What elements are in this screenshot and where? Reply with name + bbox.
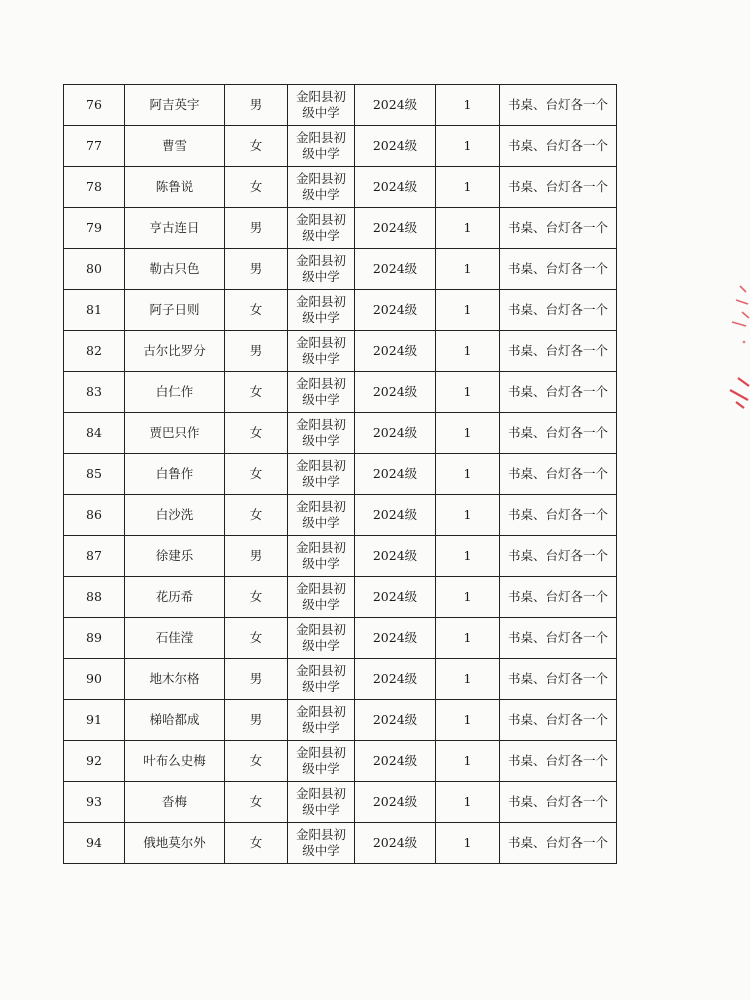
item-quantity: 1 [436, 823, 500, 864]
item-quantity: 1 [436, 700, 500, 741]
grade-year: 2024级 [355, 741, 436, 782]
row-number: 83 [64, 372, 125, 413]
recipient-table-body [64, 85, 617, 864]
school-name [288, 249, 355, 290]
table-row [64, 167, 617, 208]
table-row [64, 577, 617, 618]
student-gender: 女 [225, 167, 288, 208]
row-number: 88 [64, 577, 125, 618]
item-quantity: 1 [436, 126, 500, 167]
grade-year: 2024级 [355, 413, 436, 454]
student-name: 俄地莫尔外 [125, 823, 225, 864]
school-name-line-1: 金阳县初 [295, 622, 346, 637]
table-row [64, 823, 617, 864]
item-quantity: 1 [436, 618, 500, 659]
row-number: 81 [64, 290, 125, 331]
school-name [288, 372, 355, 413]
school-name-line-1: 金阳县初 [295, 171, 346, 186]
table-row [64, 495, 617, 536]
grade-year: 2024级 [355, 454, 436, 495]
table-row [64, 208, 617, 249]
school-name-line-1: 金阳县初 [295, 786, 346, 801]
student-name: 叶布么史梅 [125, 741, 225, 782]
item-quantity: 1 [436, 782, 500, 823]
school-name-line-2: 级中学 [302, 392, 340, 407]
red-seal-fragment [722, 282, 750, 412]
row-number: 91 [64, 700, 125, 741]
table-row [64, 372, 617, 413]
school-name-line-1: 金阳县初 [295, 212, 346, 227]
student-name: 古尔比罗分 [125, 331, 225, 372]
student-name: 阿吉英宇 [125, 85, 225, 126]
donated-items: 书桌、台灯各一个 [500, 618, 617, 659]
student-name: 陈鲁说 [125, 167, 225, 208]
school-name-line-2: 级中学 [302, 597, 340, 612]
row-number: 79 [64, 208, 125, 249]
student-gender: 男 [225, 85, 288, 126]
school-name [288, 536, 355, 577]
school-name-line-1: 金阳县初 [295, 704, 346, 719]
school-name-line-1: 金阳县初 [295, 827, 346, 842]
school-name-line-2: 级中学 [302, 433, 340, 448]
school-name [288, 167, 355, 208]
school-name-line-2: 级中学 [302, 269, 340, 284]
school-name [288, 823, 355, 864]
school-name-line-2: 级中学 [302, 228, 340, 243]
school-name [288, 700, 355, 741]
table-row [64, 741, 617, 782]
student-gender: 女 [225, 782, 288, 823]
item-quantity: 1 [436, 454, 500, 495]
donated-items: 书桌、台灯各一个 [500, 823, 617, 864]
table-row [64, 536, 617, 577]
grade-year: 2024级 [355, 331, 436, 372]
student-gender: 男 [225, 249, 288, 290]
school-name-line-2: 级中学 [302, 679, 340, 694]
item-quantity: 1 [436, 577, 500, 618]
donated-items: 书桌、台灯各一个 [500, 495, 617, 536]
row-number: 78 [64, 167, 125, 208]
school-name [288, 495, 355, 536]
row-number: 85 [64, 454, 125, 495]
item-quantity: 1 [436, 413, 500, 454]
school-name [288, 290, 355, 331]
school-name-line-1: 金阳县初 [295, 294, 346, 309]
school-name [288, 618, 355, 659]
student-gender: 男 [225, 659, 288, 700]
school-name-line-1: 金阳县初 [295, 663, 346, 678]
school-name-line-2: 级中学 [302, 351, 340, 366]
school-name [288, 782, 355, 823]
school-name-line-1: 金阳县初 [295, 581, 346, 596]
student-name: 白沙洗 [125, 495, 225, 536]
row-number: 77 [64, 126, 125, 167]
school-name [288, 577, 355, 618]
row-number: 90 [64, 659, 125, 700]
item-quantity: 1 [436, 741, 500, 782]
grade-year: 2024级 [355, 208, 436, 249]
table-row [64, 126, 617, 167]
school-name-line-2: 级中学 [302, 515, 340, 530]
school-name-line-2: 级中学 [302, 843, 340, 858]
student-gender: 男 [225, 208, 288, 249]
grade-year: 2024级 [355, 536, 436, 577]
donated-items: 书桌、台灯各一个 [500, 782, 617, 823]
school-name-line-2: 级中学 [302, 146, 340, 161]
student-name: 勒古只色 [125, 249, 225, 290]
school-name [288, 741, 355, 782]
table-row [64, 782, 617, 823]
school-name-line-2: 级中学 [302, 720, 340, 735]
grade-year: 2024级 [355, 167, 436, 208]
row-number: 86 [64, 495, 125, 536]
donated-items: 书桌、台灯各一个 [500, 85, 617, 126]
item-quantity: 1 [436, 495, 500, 536]
donated-items: 书桌、台灯各一个 [500, 249, 617, 290]
item-quantity: 1 [436, 290, 500, 331]
school-name-line-2: 级中学 [302, 761, 340, 776]
item-quantity: 1 [436, 372, 500, 413]
school-name [288, 85, 355, 126]
student-name: 地木尔格 [125, 659, 225, 700]
student-name: 亨古连日 [125, 208, 225, 249]
school-name-line-2: 级中学 [302, 187, 340, 202]
grade-year: 2024级 [355, 126, 436, 167]
item-quantity: 1 [436, 659, 500, 700]
donated-items: 书桌、台灯各一个 [500, 659, 617, 700]
grade-year: 2024级 [355, 618, 436, 659]
student-name: 石佳滢 [125, 618, 225, 659]
row-number: 92 [64, 741, 125, 782]
item-quantity: 1 [436, 536, 500, 577]
school-name-line-1: 金阳县初 [295, 417, 346, 432]
student-gender: 女 [225, 741, 288, 782]
table-row [64, 249, 617, 290]
row-number: 76 [64, 85, 125, 126]
school-name-line-2: 级中学 [302, 474, 340, 489]
student-gender: 女 [225, 126, 288, 167]
grade-year: 2024级 [355, 249, 436, 290]
donated-items: 书桌、台灯各一个 [500, 208, 617, 249]
item-quantity: 1 [436, 167, 500, 208]
student-gender: 女 [225, 618, 288, 659]
student-gender: 女 [225, 372, 288, 413]
school-name [288, 126, 355, 167]
grade-year: 2024级 [355, 782, 436, 823]
table-row [64, 659, 617, 700]
student-gender: 女 [225, 577, 288, 618]
student-name: 阿子日则 [125, 290, 225, 331]
donated-items: 书桌、台灯各一个 [500, 372, 617, 413]
row-number: 89 [64, 618, 125, 659]
student-name: 梯哈都成 [125, 700, 225, 741]
student-gender: 女 [225, 495, 288, 536]
school-name-line-1: 金阳县初 [295, 253, 346, 268]
row-number: 93 [64, 782, 125, 823]
school-name-line-1: 金阳县初 [295, 89, 346, 104]
table-row [64, 331, 617, 372]
student-name: 徐建乐 [125, 536, 225, 577]
grade-year: 2024级 [355, 85, 436, 126]
item-quantity: 1 [436, 85, 500, 126]
grade-year: 2024级 [355, 290, 436, 331]
student-name: 花历希 [125, 577, 225, 618]
student-name: 贾巴只作 [125, 413, 225, 454]
donated-items: 书桌、台灯各一个 [500, 741, 617, 782]
school-name [288, 454, 355, 495]
donated-items: 书桌、台灯各一个 [500, 536, 617, 577]
school-name-line-1: 金阳县初 [295, 745, 346, 760]
donated-items: 书桌、台灯各一个 [500, 413, 617, 454]
school-name-line-2: 级中学 [302, 802, 340, 817]
grade-year: 2024级 [355, 659, 436, 700]
row-number: 80 [64, 249, 125, 290]
table-row [64, 290, 617, 331]
table-row [64, 700, 617, 741]
row-number: 84 [64, 413, 125, 454]
donated-items: 书桌、台灯各一个 [500, 700, 617, 741]
school-name [288, 208, 355, 249]
row-number: 94 [64, 823, 125, 864]
student-gender: 男 [225, 700, 288, 741]
row-number: 87 [64, 536, 125, 577]
student-gender: 女 [225, 290, 288, 331]
student-name: 曹雪 [125, 126, 225, 167]
item-quantity: 1 [436, 331, 500, 372]
row-number: 82 [64, 331, 125, 372]
student-gender: 男 [225, 331, 288, 372]
grade-year: 2024级 [355, 577, 436, 618]
school-name-line-2: 级中学 [302, 556, 340, 571]
school-name [288, 413, 355, 454]
table-row [64, 454, 617, 495]
donated-items: 书桌、台灯各一个 [500, 126, 617, 167]
student-gender: 女 [225, 454, 288, 495]
student-name: 白仁作 [125, 372, 225, 413]
student-name: 白鲁作 [125, 454, 225, 495]
donated-items: 书桌、台灯各一个 [500, 167, 617, 208]
school-name-line-1: 金阳县初 [295, 540, 346, 555]
school-name-line-2: 级中学 [302, 105, 340, 120]
student-gender: 女 [225, 823, 288, 864]
donated-items: 书桌、台灯各一个 [500, 454, 617, 495]
table-row [64, 85, 617, 126]
grade-year: 2024级 [355, 700, 436, 741]
school-name-line-1: 金阳县初 [295, 499, 346, 514]
school-name [288, 659, 355, 700]
grade-year: 2024级 [355, 372, 436, 413]
school-name-line-2: 级中学 [302, 638, 340, 653]
school-name-line-2: 级中学 [302, 310, 340, 325]
student-gender: 男 [225, 536, 288, 577]
recipient-table [63, 84, 617, 864]
donated-items: 书桌、台灯各一个 [500, 290, 617, 331]
donated-items: 书桌、台灯各一个 [500, 577, 617, 618]
grade-year: 2024级 [355, 823, 436, 864]
item-quantity: 1 [436, 208, 500, 249]
student-name: 沓梅 [125, 782, 225, 823]
school-name-line-1: 金阳县初 [295, 130, 346, 145]
table-row [64, 413, 617, 454]
school-name-line-1: 金阳县初 [295, 458, 346, 473]
school-name-line-1: 金阳县初 [295, 376, 346, 391]
table-row [64, 618, 617, 659]
student-gender: 女 [225, 413, 288, 454]
item-quantity: 1 [436, 249, 500, 290]
school-name-line-1: 金阳县初 [295, 335, 346, 350]
donated-items: 书桌、台灯各一个 [500, 331, 617, 372]
school-name [288, 331, 355, 372]
grade-year: 2024级 [355, 495, 436, 536]
